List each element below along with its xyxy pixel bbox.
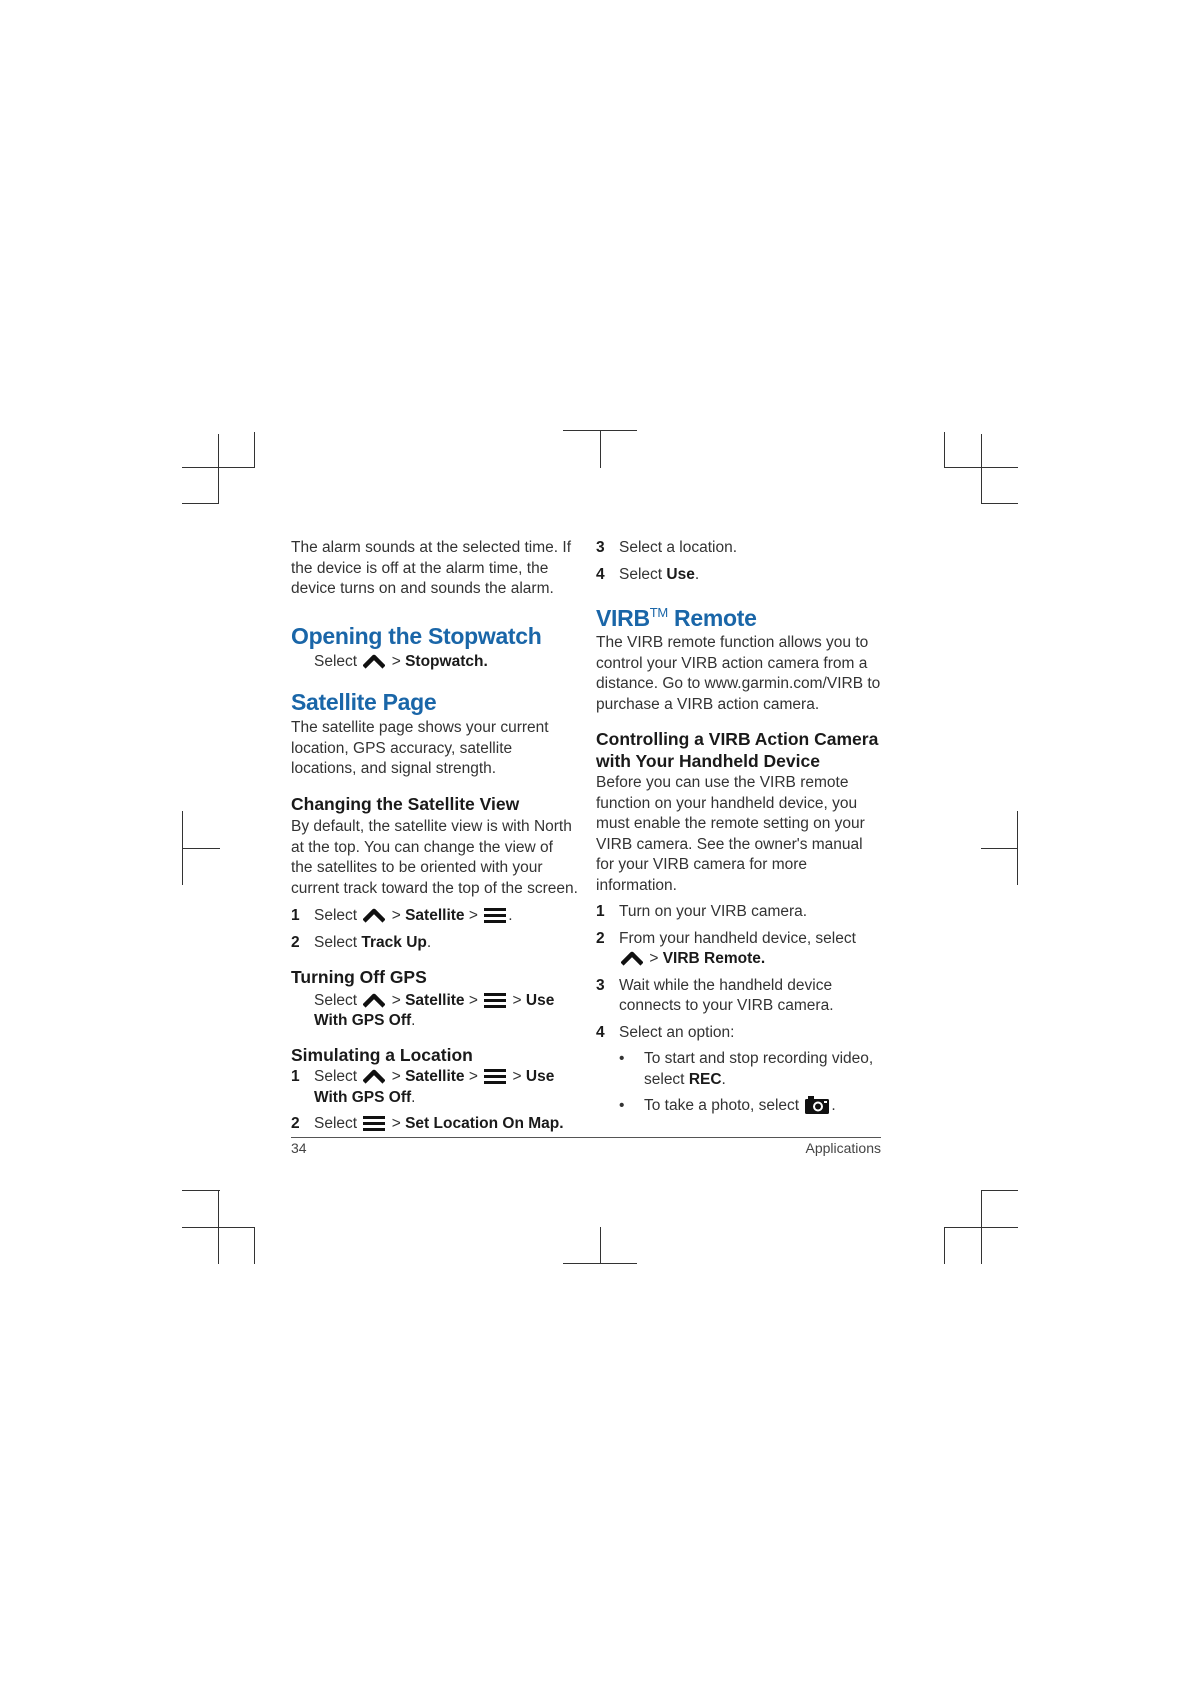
chevron-up-icon	[363, 1069, 385, 1084]
simulating-heading: Simulating a Location	[291, 1044, 473, 1065]
chevron-up-icon	[621, 951, 643, 966]
section-name: Applications	[805, 1140, 881, 1156]
virb-step-3: 3 Wait while the handheld device connects to your VIRB camera.	[596, 976, 834, 1014]
crop-mark	[182, 1227, 254, 1228]
right-column	[596, 538, 881, 1117]
virb-heading: VIRB™ Remote	[596, 605, 757, 631]
crop-mark	[254, 432, 255, 468]
location-step-3: 3 Select a location.	[596, 539, 738, 556]
crop-mark	[600, 1227, 601, 1264]
changing-step-2: 2 Select Track Up.	[291, 933, 432, 951]
crop-mark	[182, 503, 219, 504]
crop-mark	[182, 1190, 220, 1191]
left-column	[291, 538, 578, 1135]
menu-icon	[484, 908, 506, 923]
controlling-body: Before you can use the VIRB remote function on your handheld device, you must enable the remote setting on your VIRB camera. See the owner's manual for your VIRB camera for more information.	[596, 774, 865, 894]
camera-icon	[805, 1096, 829, 1114]
crop-mark	[563, 1263, 637, 1264]
gps-off-instruction: Select > Satellite > > Use With GPS Off.	[314, 991, 555, 1029]
stopwatch-instruction: Select > Stopwatch.	[314, 652, 488, 670]
changing-step-1: 1 Select > Satellite > .	[291, 907, 513, 924]
chevron-up-icon	[363, 993, 385, 1008]
crop-mark	[981, 434, 982, 504]
chevron-up-icon	[363, 908, 385, 923]
location-step-4: 4 Select Use.	[596, 565, 700, 583]
changing-view-heading: Changing the Satellite View	[291, 793, 520, 814]
satellite-heading: Satellite Page	[291, 689, 437, 715]
crop-mark	[218, 434, 219, 504]
trademark-mark: TM	[649, 605, 668, 620]
footer-divider	[291, 1137, 881, 1138]
virb-option-photo: • To take a photo, select .	[619, 1097, 836, 1114]
controlling-heading: Controlling a VIRB Action Camera with Your Handheld Device	[596, 729, 879, 771]
crop-mark	[182, 848, 220, 849]
menu-icon	[363, 1116, 385, 1131]
gps-off-heading: Turning Off GPS	[291, 967, 427, 987]
crop-mark	[254, 1227, 255, 1264]
menu-icon	[484, 1069, 506, 1084]
crop-mark	[944, 1227, 1018, 1228]
satellite-body: The satellite page shows your current location, GPS accuracy, satellite locations, and signal strength.	[291, 719, 549, 777]
stopwatch-target: Stopwatch	[405, 652, 484, 670]
changing-view-body: By default, the satellite view is with North at the top. You can change the view of the satellites to be oriented with your current track toward the top of the screen.	[291, 818, 578, 897]
crop-mark	[182, 467, 254, 468]
page-number: 34	[291, 1140, 307, 1156]
virb-step-2: 2 From your handheld device, select > VIRB Remote.	[596, 929, 856, 967]
crop-mark	[981, 1190, 1018, 1191]
virb-step-4: 4 Select an option:	[596, 1023, 735, 1041]
crop-mark	[981, 848, 1018, 849]
menu-icon	[484, 993, 506, 1008]
crop-mark	[944, 467, 1018, 468]
alarm-intro: The alarm sounds at the selected time. If the device is off at the alarm time, the device turns on and sounds the alarm.	[291, 539, 571, 597]
simulating-step-2: 2 Select > Set Location On Map.	[291, 1115, 564, 1132]
chevron-up-icon	[363, 654, 385, 669]
crop-mark	[600, 430, 601, 468]
virb-step-1: 1 Turn on your VIRB camera.	[596, 903, 808, 920]
virb-option-record: • To start and stop recording video, select REC.	[619, 1050, 874, 1088]
crop-mark	[981, 503, 1018, 504]
crop-mark	[944, 432, 945, 468]
stopwatch-heading: Opening the Stopwatch	[291, 622, 542, 649]
virb-body: The VIRB remote function allows you to control your VIRB action camera from a distance. Go to www.garmin.com/VIRB to purchase a VIRB action camera.	[596, 634, 881, 713]
crop-mark	[944, 1227, 945, 1264]
simulating-step-1: 1 Select > Satellite > > Use With GPS Off.	[291, 1068, 555, 1106]
